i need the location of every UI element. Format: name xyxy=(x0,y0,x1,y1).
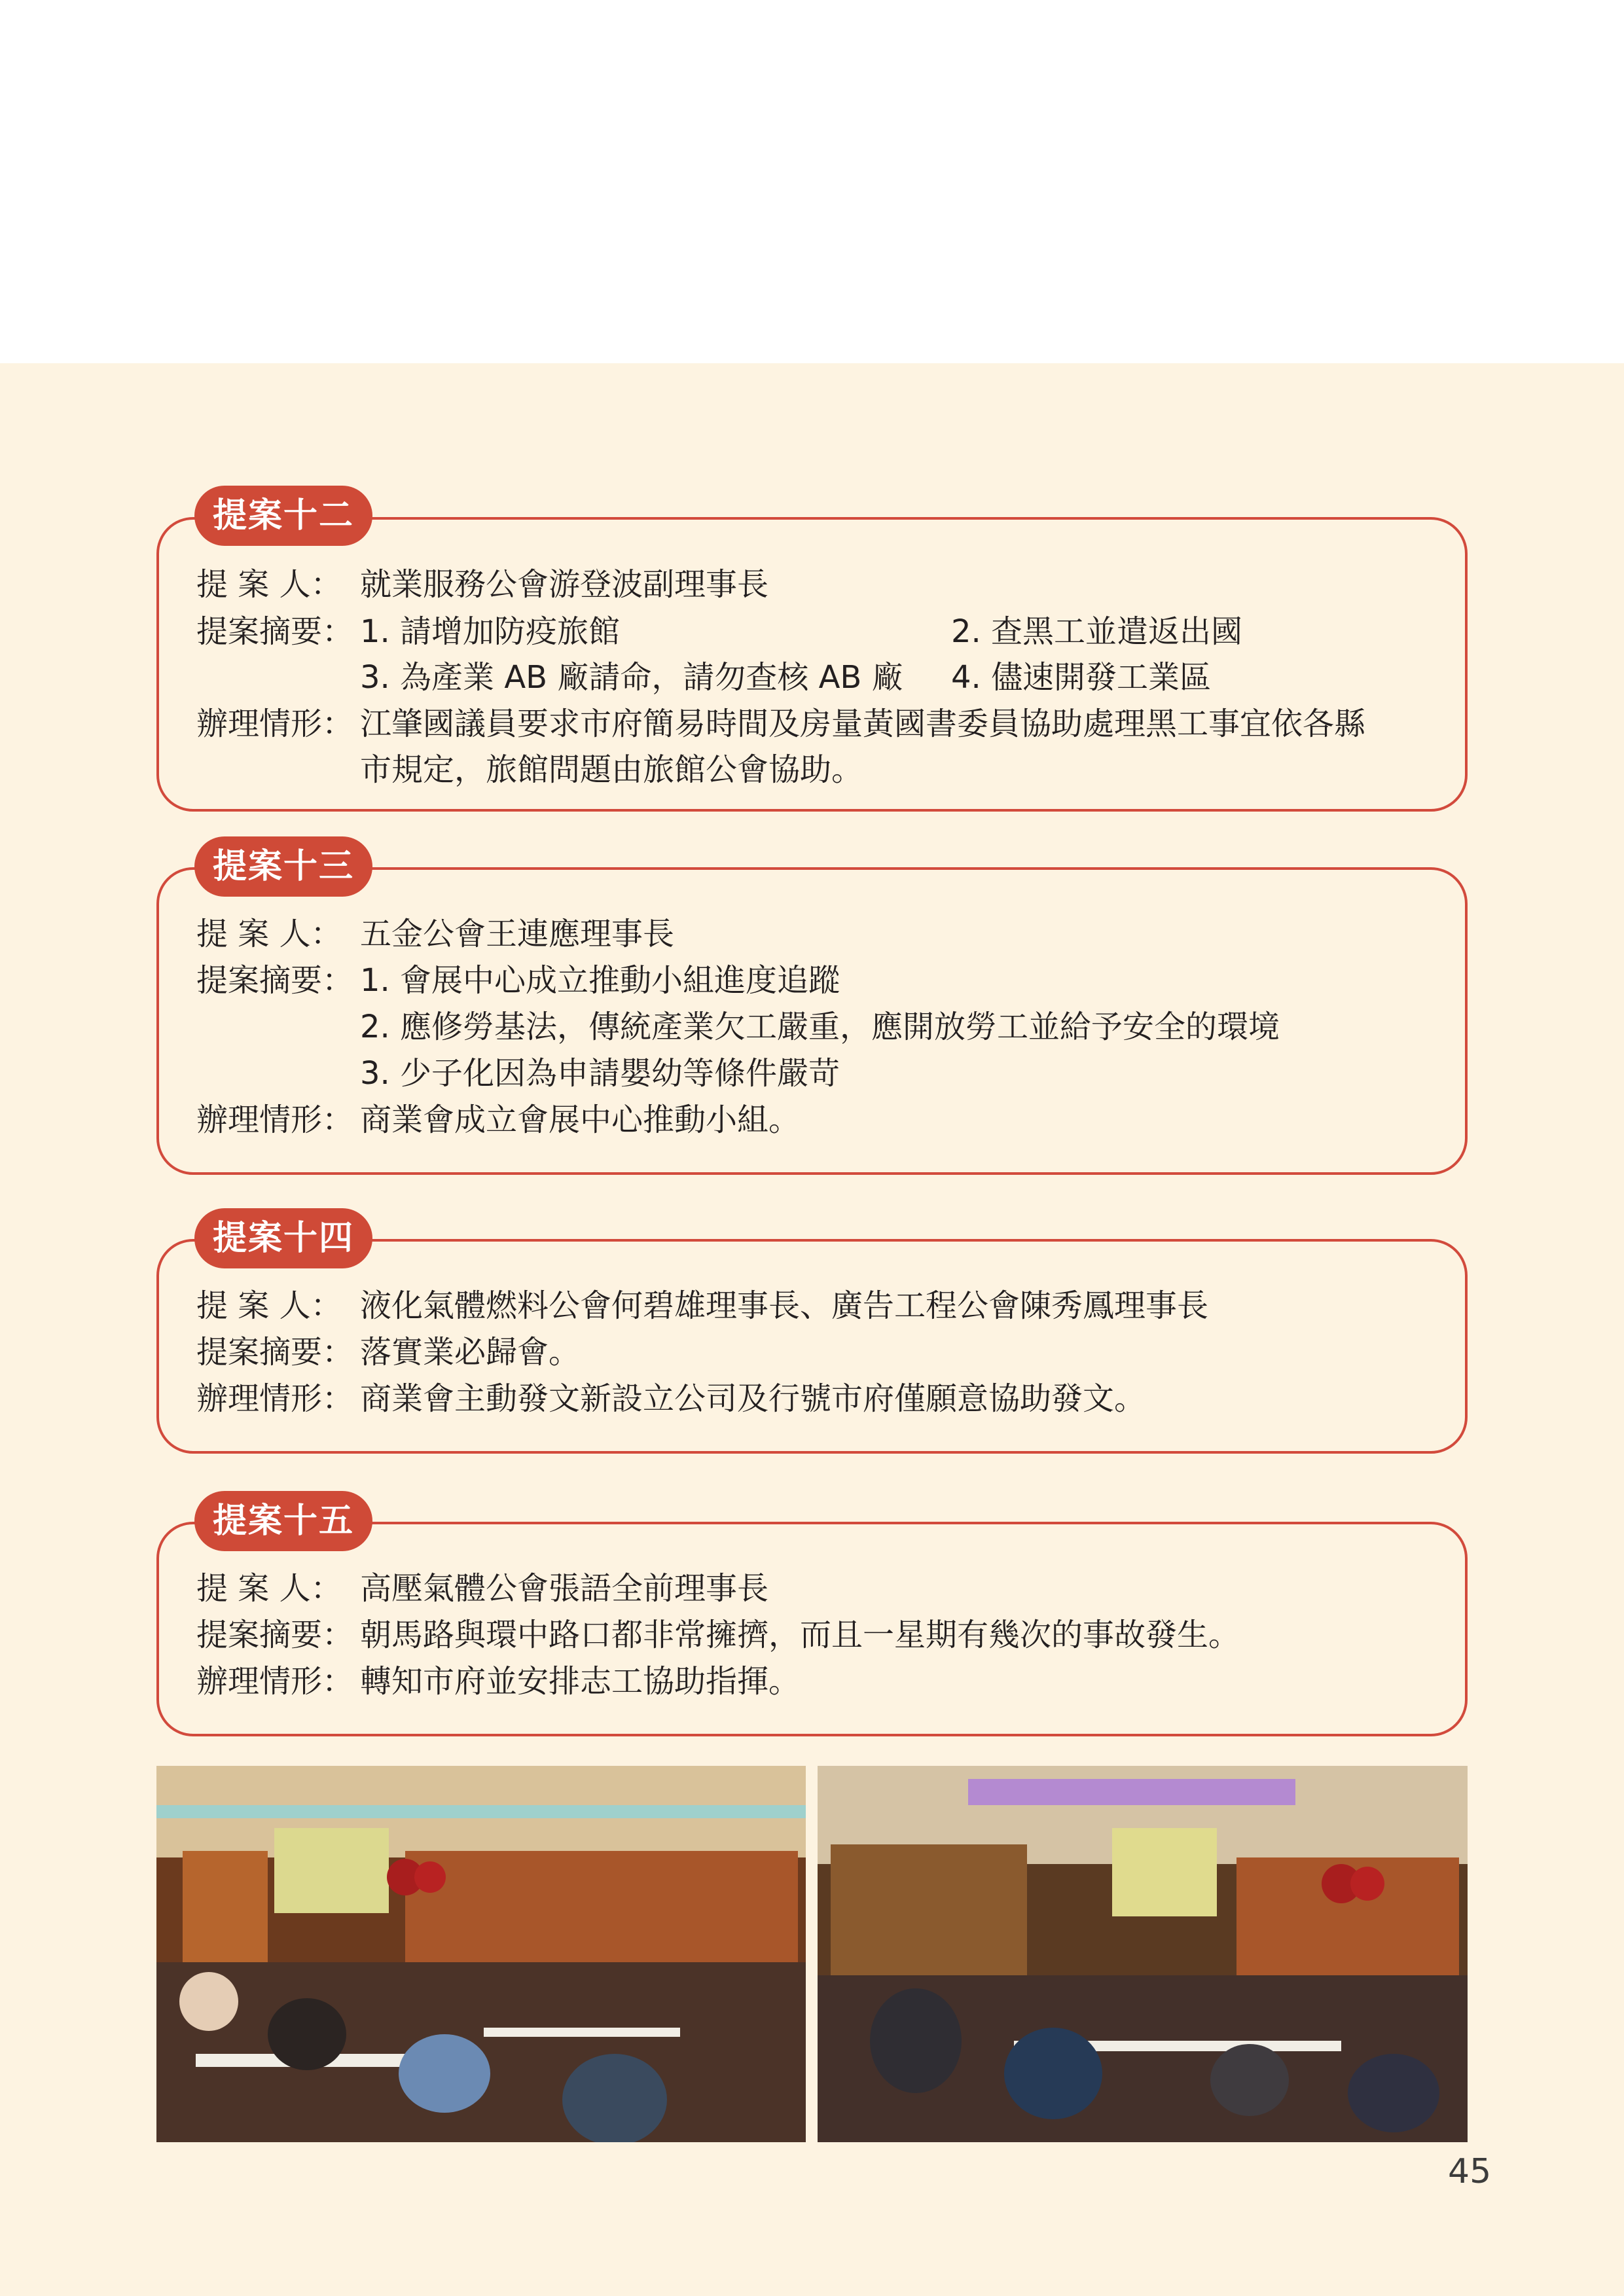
summary-item: 1. 請增加防疫旅館 xyxy=(360,613,621,650)
proposer-row xyxy=(196,1283,1208,1329)
conference-hall-photo-right xyxy=(818,1766,1468,2142)
summary-item: 3. 為產業 AB 廠請命，請勿查核 AB 廠 xyxy=(360,659,903,696)
handling-label: 辦理情形： xyxy=(196,1380,354,1417)
summary-label: 提案摘要： xyxy=(196,1334,354,1371)
proposer-value: 五金公會王連應理事長 xyxy=(360,916,675,952)
summary-item: 4. 儘速開發工業區 xyxy=(951,659,1212,696)
proposer-value: 就業服務公會游登波副理事長 xyxy=(360,566,769,603)
handling-line: 江肇國議員要求市府簡易時間及房量黃國書委員協助處理黑工事宜依各縣 xyxy=(360,706,1366,742)
handling-line: 商業會成立會展中心推動小組。 xyxy=(360,1102,801,1138)
summary-item: 2. 應修勞基法，傳統產業欠工嚴重，應開放勞工並給予安全的環境 xyxy=(360,1009,1280,1045)
handling-row xyxy=(196,1376,1146,1422)
proposer-value: 高壓氣體公會張語全前理事長 xyxy=(360,1570,769,1607)
proposal-tab-14: 提案十四 xyxy=(194,1208,372,1268)
proposer-row xyxy=(196,562,768,607)
summary-label: 提案摘要： xyxy=(196,962,354,999)
handling-row xyxy=(196,1097,800,1143)
handling-row xyxy=(196,701,1365,747)
proposer-label: 提 案 人： xyxy=(196,1570,342,1607)
handling-line: 商業會主動發文新設立公司及行號市府僅願意協助發文。 xyxy=(360,1380,1146,1417)
handling-label: 辦理情形： xyxy=(196,1102,354,1138)
proposal-tab-12: 提案十二 xyxy=(194,486,372,546)
proposal-tab-13: 提案十三 xyxy=(194,836,372,897)
summary-item: 2. 查黑工並遣返出國 xyxy=(951,613,1243,650)
summary-row xyxy=(196,609,620,655)
handling-label: 辦理情形： xyxy=(196,1663,354,1700)
handling-line: 轉知市府並安排志工協助指揮。 xyxy=(360,1663,801,1700)
summary-item: 朝馬路與環中路口都非常擁擠，而且一星期有幾次的事故發生。 xyxy=(360,1617,1240,1653)
summary-row xyxy=(196,1329,580,1375)
handling-line: 市規定，旅館問題由旅館公會協助。 xyxy=(360,751,863,788)
summary-row xyxy=(196,1612,1240,1658)
summary-item: 3. 少子化因為申請嬰幼等條件嚴苛 xyxy=(360,1055,840,1092)
proposer-label: 提 案 人： xyxy=(196,1287,342,1324)
handling-row xyxy=(196,1659,800,1704)
summary-item: 落實業必歸會。 xyxy=(360,1334,581,1371)
proposer-label: 提 案 人： xyxy=(196,916,342,952)
proposer-row xyxy=(196,911,674,957)
summary-label: 提案摘要： xyxy=(196,1617,354,1653)
proposal-tab-15: 提案十五 xyxy=(194,1491,372,1551)
conference-hall-photo-left xyxy=(156,1766,806,2142)
handling-label: 辦理情形： xyxy=(196,706,354,742)
proposer-value: 液化氣體燃料公會何碧雄理事長、廣告工程公會陳秀鳳理事長 xyxy=(360,1287,1209,1324)
page-number: 45 xyxy=(1448,2152,1492,2191)
summary-row xyxy=(196,958,840,1003)
summary-item: 1. 會展中心成立推動小組進度追蹤 xyxy=(360,962,840,999)
proposer-row xyxy=(196,1566,768,1611)
summary-label: 提案摘要： xyxy=(196,613,354,650)
proposer-label: 提 案 人： xyxy=(196,566,342,603)
